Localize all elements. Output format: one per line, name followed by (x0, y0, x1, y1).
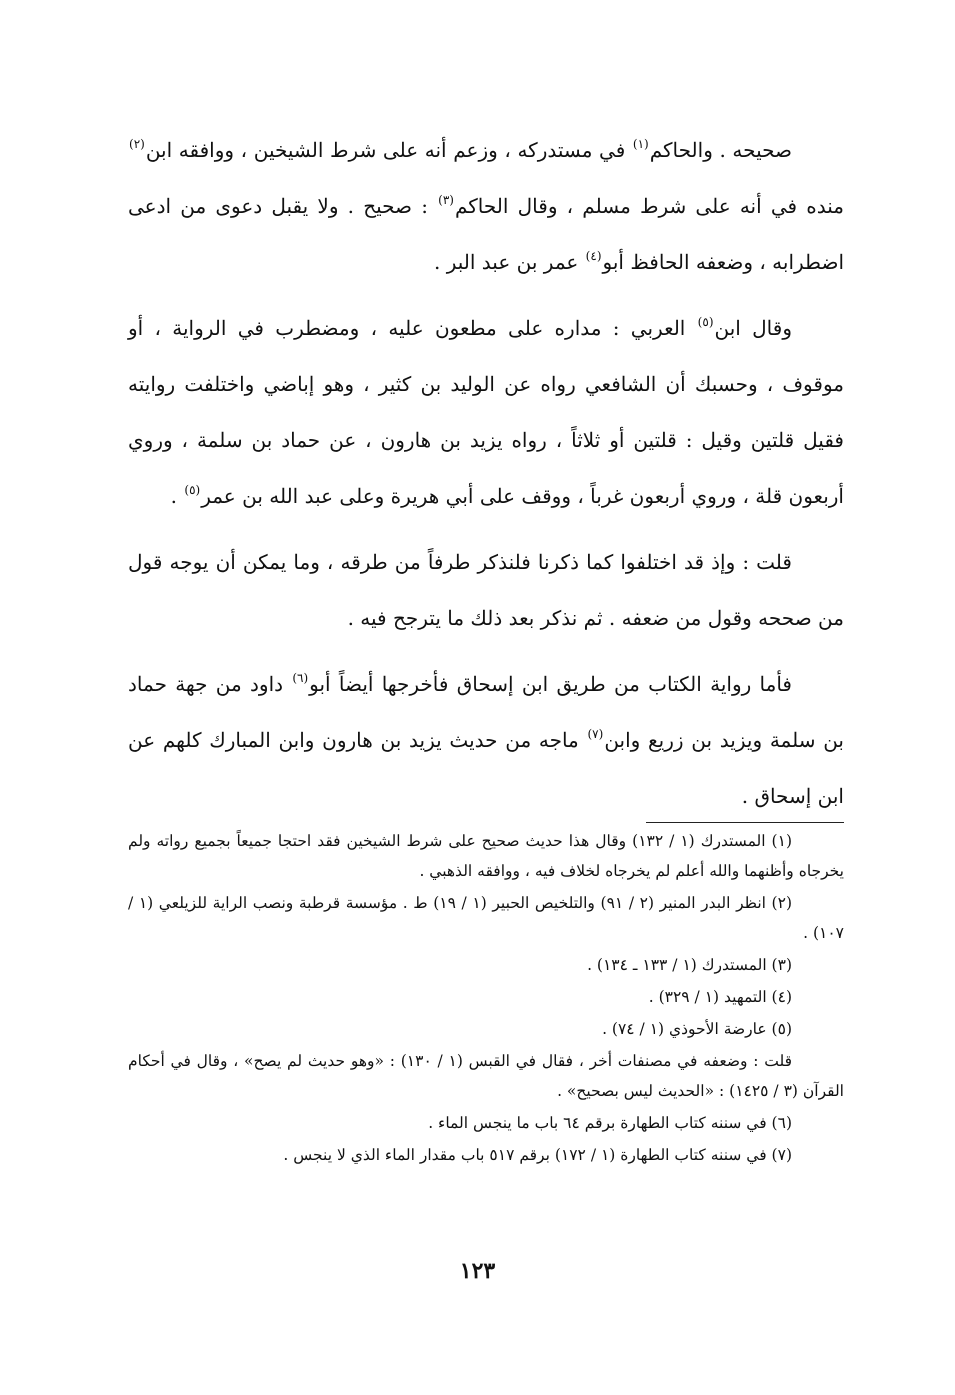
footnote-ref: (٤) (585, 249, 602, 263)
text-run: : صحيح . ولا يقبل دعوى من ادعى اضطرابه ، وضعفه الحافظ أبو (128, 194, 844, 274)
text-run: . (170, 484, 184, 508)
footnote-ref: (١) (632, 137, 649, 151)
main-text (128, 122, 844, 834)
text-run: منده في أنه على شرط مسلم ، وقال الحاكم (454, 194, 844, 218)
footnotes (128, 826, 844, 1172)
paragraph-1 (128, 122, 844, 290)
footnote-5-note: قلت : وضعفه في مصنفات أخر ، فقال في القبس (١ / ١٣٠) : «وهو حديث لم يصح» ، وقال في أحكام القرآن (٣ / ١٤٢٥) : «الحديث ليس بصحيح» . (128, 1052, 844, 1100)
footnote-ref: (٧) (587, 727, 604, 741)
text-run: صحيحه . والحاكم (649, 138, 792, 162)
footnote-separator (646, 822, 844, 823)
paragraph-2 (128, 300, 844, 524)
footnote-3: (٣) المستدرك (١ / ١٣٣ ـ ١٣٤) . (587, 956, 792, 974)
footnote-2: (٢) انظر البدر المنير (٢ / ٩١) والتلخيص الحبير (١ / ١٩) ط . مؤسسة قرطبة ونصب الراية للزيلعي (١ / ١٠٧) . (128, 894, 844, 942)
text-run: ماجه من حديث يزيد بن هارون وابن المبارك كلهم عن ابن إسحاق . (128, 728, 844, 808)
footnote-ref: (٥) (184, 483, 201, 497)
footnote-ref: (٥) (697, 315, 714, 329)
footnote-ref: (٣) (438, 193, 454, 207)
footnote-ref: (٢) (129, 137, 145, 151)
text-run: فأما رواية الكتاب من طريق ابن إسحاق فأخرجها أيضاً أبو (309, 672, 792, 696)
footnote-7: (٧) في سننه كتاب الطهارة (١ / ١٧٢) برقم ٥١٧ باب مقدار الماء الذي لا ينجس . (283, 1146, 792, 1164)
text-run: داود من جهة حماد بن سلمة ويزيد بن زريع وابن (128, 672, 844, 752)
text-run: في مستدركه ، وزعم أنه على شرط الشيخين ، ووافقه ابن (145, 138, 632, 162)
footnote-1: (١) المستدرك (١ / ١٣٢) وقال هذا حديث صحيح على شرط الشيخين فقد احتجا جميعاً بجميع رواته ولم يخرجاه وأظنهما والله أعلم لم يخرجاه لخلاف فيه ، ووافقه الذهبي . (128, 832, 844, 880)
footnote-5: (٥) عارضة الأحوذي (١ / ٧٤) . (602, 1020, 792, 1038)
footnote-4: (٤) التمهيد (١ / ٣٢٩) . (648, 988, 792, 1006)
paragraph-4 (128, 656, 844, 824)
paragraph-3: قلت : وإذ قد اختلفوا كما ذكرنا فلنذكر طرفاً من طرقه ، وما يمكن أن يوجه قول من صححه وقول من ضعفه . ثم نذكر بعد ذلك ما يترجح فيه . (128, 550, 844, 630)
text-run: وقال ابن (714, 316, 792, 340)
page-number: ١٢٣ (459, 1258, 496, 1284)
footnote-6: (٦) في سننه كتاب الطهارة برقم ٦٤ باب ما ينجس الماء . (428, 1114, 792, 1132)
text-run: عمر بن عبد البر . (434, 250, 585, 274)
footnote-ref: (٦) (292, 671, 309, 685)
text-run: العربي : مداره على مطعون عليه ، ومضطرب في الرواية ، أو موقوف ، وحسبك أن الشافعي رواه عن الوليد بن كثير ، وهو إباضي واختلفت روايته فقيل قلتين وقيل : قلتين أو ثلاثاً ، رواه يزيد بن هارون ، عن حماد بن سلمة ، وروي أربعون قلة ، وروي أربعون غرباً ، ووقف على أبي هريرة وعلى عبد الله بن عمر (128, 316, 844, 508)
